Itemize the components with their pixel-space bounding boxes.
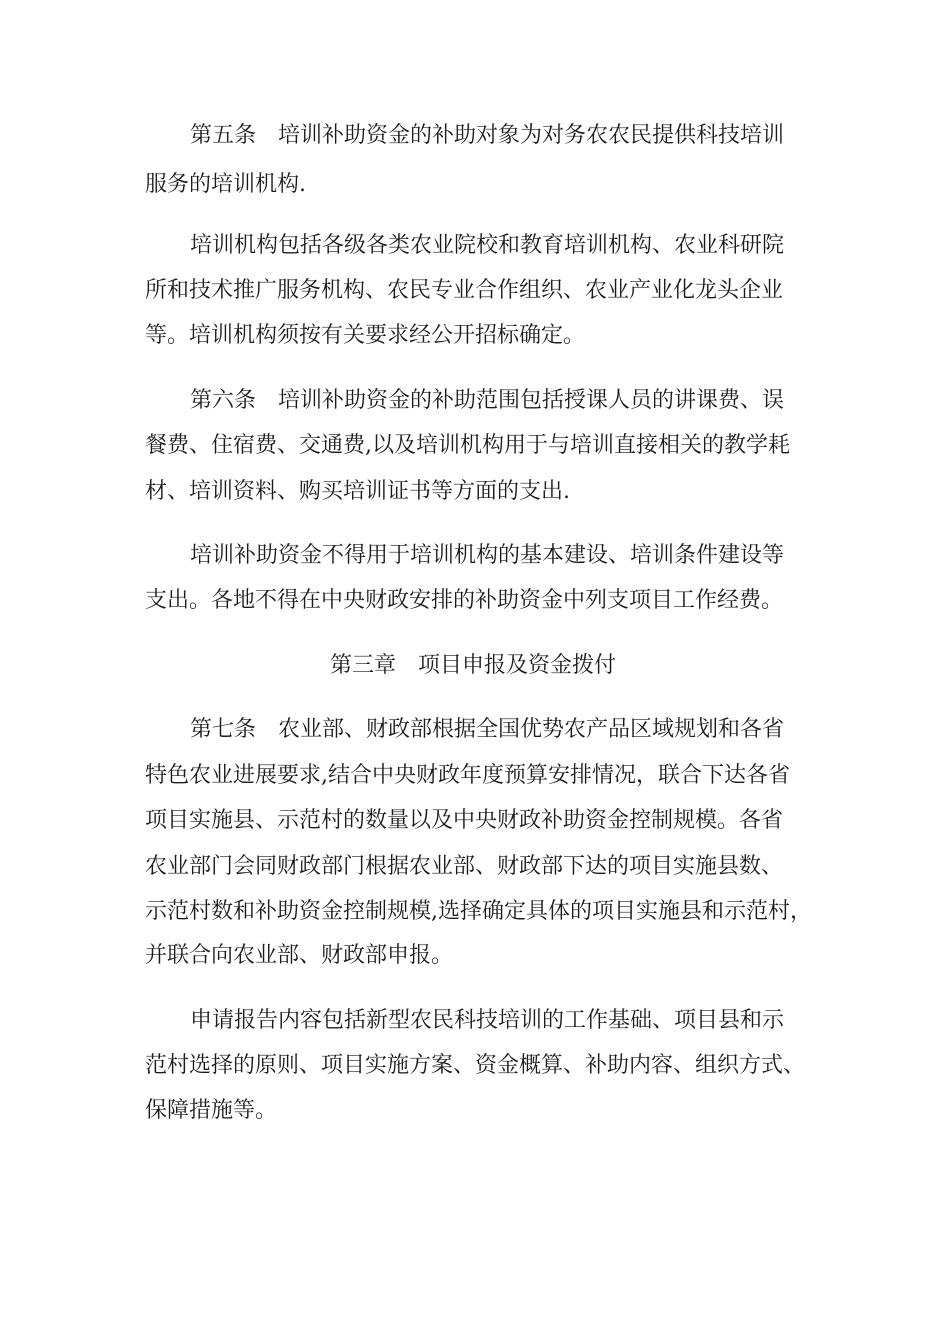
article-5-line-2: 服务的培训机构. bbox=[145, 172, 306, 197]
article-7-line-1: 第七条 农业部、财政部根据全国优势农产品区域规划和各省 bbox=[190, 717, 785, 742]
article-7-line-6: 并联合向农业部、财政部申报。 bbox=[145, 943, 454, 968]
paragraph-application-line-2: 范村选择的原则、项目实施方案、资金概算、补助内容、组织方式、 bbox=[145, 1053, 806, 1078]
paragraph-training-institutions-line-3: 等。培训机构须按有关要求经公开招标确定。 bbox=[145, 323, 586, 348]
paragraph-application-line-1: 申请报告内容包括新型农民科技培训的工作基础、项目县和示 bbox=[190, 1008, 785, 1033]
article-7-line-4: 农业部门会同财政部门根据农业部、财政部下达的项目实施县数、 bbox=[145, 854, 784, 879]
article-6-line-2: 餐费、住宿费、交通费,以及培训机构用于与培训直接相关的教学耗 bbox=[145, 433, 790, 458]
chapter-3-heading: 第三章 项目申报及资金拨付 bbox=[330, 653, 617, 678]
paragraph-training-institutions-line-2: 所和技术推广服务机构、农民专业合作组织、农业产业化龙头企业 bbox=[145, 278, 784, 303]
article-6-line-3: 材、培训资料、购买培训证书等方面的支出. bbox=[145, 479, 570, 504]
article-5-line-1: 第五条 培训补助资金的补助对象为对务农农民提供科技培训 bbox=[190, 123, 785, 148]
article-7-line-3: 项目实施县、示范村的数量以及中央财政补助资金控制规模。各省 bbox=[145, 808, 784, 833]
paragraph-restrictions-line-2: 支出。各地不得在中央财政安排的补助资金中列支项目工作经费。 bbox=[145, 588, 784, 613]
article-7-line-5: 示范村数和补助资金控制规模,选择确定具体的项目实施县和示范村， bbox=[145, 899, 812, 924]
paragraph-application-line-3: 保障措施等。 bbox=[145, 1098, 278, 1123]
article-6-line-1: 第六条 培训补助资金的补助范围包括授课人员的讲课费、误 bbox=[190, 388, 785, 413]
paragraph-training-institutions-line-1: 培训机构包括各级各类农业院校和教育培训机构、农业科研院 bbox=[190, 233, 785, 258]
paragraph-restrictions-line-1: 培训补助资金不得用于培训机构的基本建设、培训条件建设等 bbox=[190, 543, 785, 568]
article-7-line-2: 特色农业进展要求,结合中央财政年度预算安排情况，联合下达各省 bbox=[145, 763, 790, 788]
